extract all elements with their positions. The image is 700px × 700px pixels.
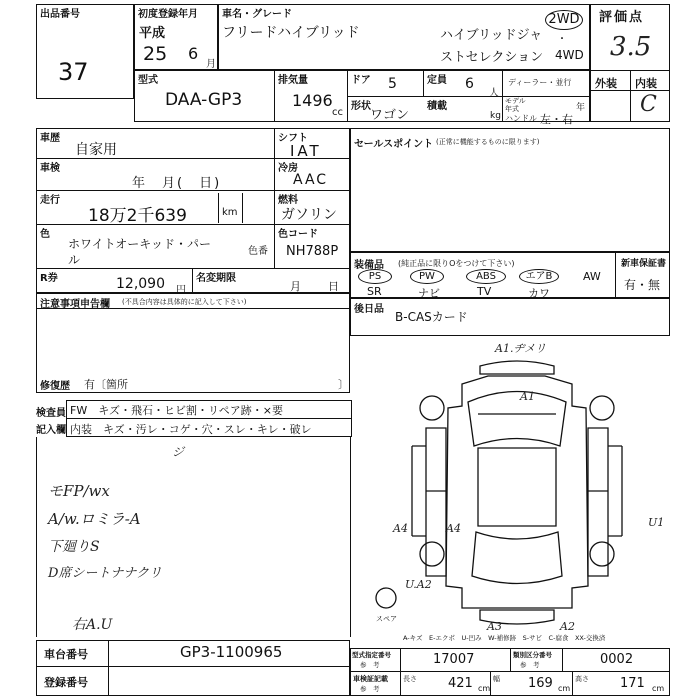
mileage-label: 走行 (40, 195, 60, 206)
repair-value: 有〔箇所 (84, 378, 128, 391)
drive-2wd: 2WD (545, 10, 583, 30)
equipment-ps: PS (358, 269, 392, 284)
recycle-label: R券 (40, 273, 58, 284)
type-no-sub: 参 考 (360, 661, 380, 669)
equipment-airbag: エアB (519, 269, 559, 284)
diagram-mark-rear-right: A2 (560, 620, 575, 633)
model-value: DAA-GP3 (165, 90, 243, 110)
type-no-value: 17007 (433, 652, 475, 667)
diagram-mark-right: U1 (648, 516, 665, 529)
class-no-label: 類別区分番号 (513, 651, 552, 659)
cert-label: 車検証記載 (353, 675, 388, 683)
type-no-label: 型式指定番号 (352, 651, 391, 659)
warranty-value: 有・無 (624, 278, 661, 292)
equipment-leather: カワ (528, 287, 550, 300)
handwritten-note-2: モFP/wx (48, 482, 110, 500)
spare-label: スペア (376, 615, 397, 623)
width-unit: cm (558, 684, 571, 693)
equipment-label: 装備品 (354, 260, 384, 271)
handwritten-note-5: D席シートナナクリ (48, 566, 162, 581)
capacity-value: 6 (465, 76, 474, 92)
sales-point-note: (正常に機能するものに限ります) (436, 138, 540, 146)
model-year-unit: 年 (576, 103, 586, 113)
color-value-line2: ル (68, 253, 81, 267)
handwritten-note-3: A/w.ロミラ-A (48, 510, 141, 528)
diagram-mark-left-rear: A4 (446, 522, 461, 535)
interior-label: 内装 (635, 77, 657, 90)
equipment-pw: PW (410, 269, 444, 284)
color-number-label: 色番 (248, 246, 268, 257)
damage-diagram (350, 336, 670, 636)
aftermarket-value: B-CASカード (395, 310, 468, 324)
shape-label: 形状 (351, 101, 371, 112)
registration-label: 登録番号 (44, 676, 88, 689)
history-value: 自家用 (75, 142, 117, 158)
height-value: 171 (620, 676, 645, 691)
width-value: 169 (528, 676, 553, 691)
first-registration-era: 平成 (139, 26, 166, 41)
model-year-label-top: モデル (505, 97, 526, 105)
recycle-value: 12,090 (116, 276, 165, 292)
equipment-note: (純正品に限りOをつけて下さい) (398, 259, 515, 268)
diagram-mark-left-quarter: U.A2 (405, 578, 432, 591)
diagram-mark-front: A1.ヂメリ (495, 342, 546, 355)
class-no-sub: 参 考 (520, 661, 540, 669)
diagram-legend: A-キズ E-エクボ U-凹み W-補修跡 S-サビ C-腐食 XX-交換済 (403, 634, 606, 642)
first-registration-month: 6 (188, 44, 199, 63)
car-name: フリードハイブリッド (222, 25, 360, 41)
lot-label: 出品番号 (40, 9, 80, 20)
width-label: 幅 (493, 675, 500, 683)
warranty-label: 新車保証書 (621, 259, 667, 269)
first-registration-year: 25 (143, 43, 168, 65)
length-unit: cm (478, 684, 491, 693)
grade-label: 評価点 (599, 10, 645, 25)
length-value: 421 (448, 676, 473, 691)
cert-sub: 参 考 (360, 685, 380, 693)
sales-point-label: セールスポイント (354, 139, 434, 150)
equipment-navi: ナビ (418, 287, 440, 300)
model-label: 型式 (138, 75, 158, 86)
capacity-unit: 人 (489, 88, 499, 99)
handwritten-note-6: 右A.U (72, 617, 113, 633)
handwritten-note-4: 下廻りS (48, 539, 100, 555)
interior-grade: C (640, 92, 657, 117)
doors-value: 5 (388, 76, 397, 92)
handwritten-note-1: ジ (172, 445, 185, 459)
class-no-value: 0002 (600, 652, 634, 667)
inspection-label: 車検 (40, 163, 60, 174)
notes-label: 注意事項申告欄 (40, 299, 110, 310)
mileage-value: 18万2千639 (88, 206, 187, 226)
drive-4wd: 4WD (555, 48, 584, 62)
shape-value: ワゴン (370, 108, 410, 123)
first-registration-label: 初度登録年月 (138, 9, 198, 20)
fuel-value: ガソリン (281, 207, 337, 223)
length-label: 長さ (403, 675, 417, 683)
equipment-abs: ABS (466, 269, 506, 284)
recycle-unit: 円 (176, 285, 186, 296)
notes-instruction: (不具合内容は具体的に記入して下さい) (122, 298, 247, 306)
color-value-line1: ホワイトオーキッド・パー (68, 237, 212, 251)
inspector-label: 検査員 (36, 408, 66, 419)
mileage-unit: km (222, 207, 238, 218)
drive-dot: ・ (557, 34, 567, 45)
grade-line2: ストセレクション (440, 50, 544, 65)
color-label: 色 (40, 229, 50, 240)
model-year-label-bottom: 年式 (505, 105, 519, 113)
equipment-aw: AW (583, 270, 601, 283)
history-label: 車歴 (40, 133, 60, 144)
load-label: 積載 (427, 101, 447, 112)
name-change-label: 名変期限 (196, 273, 236, 284)
fuel-label: 燃料 (278, 195, 298, 206)
lot-number: 37 (58, 58, 89, 86)
handle-label: ハンドル (505, 114, 537, 123)
equipment-tv: TV (477, 285, 492, 298)
shift-label: シフト (278, 133, 308, 144)
diagram-mark-hood: A1 (520, 390, 535, 403)
load-unit: kg (490, 111, 501, 121)
equipment-sr: SR (367, 285, 382, 298)
grade-score: 3.5 (610, 32, 652, 62)
writer-checklist: 内装 キズ・汚レ・コゲ・穴・スレ・キレ・破レ (70, 423, 312, 436)
shift-value: IAT (290, 142, 322, 160)
repair-label: 修復歴 (40, 381, 70, 392)
color-code-label: 色コード (278, 229, 318, 240)
chassis-value: GP3-1100965 (180, 643, 283, 661)
writer-label: 記入欄 (36, 425, 66, 436)
inspection-value: 年 月( 日) (132, 176, 222, 191)
displacement-value: 1496 (292, 91, 333, 110)
displacement-label: 排気量 (278, 75, 308, 86)
height-label: 高さ (575, 675, 589, 683)
dealer-label: ディーラー・並行 (508, 78, 572, 87)
inspector-checklist: FW キズ・飛石・ヒビ割・リペア跡・×要 (70, 404, 283, 417)
displacement-unit: cc (332, 107, 343, 118)
diagram-mark-left-door: A4 (393, 522, 408, 535)
diagram-mark-rear-left: A3 (487, 620, 502, 633)
ac-value: AAC (293, 172, 329, 188)
ac-label: 冷房 (278, 163, 298, 174)
aftermarket-label: 後日品 (354, 304, 384, 315)
doors-label: ドア (351, 75, 371, 86)
exterior-label: 外装 (595, 77, 617, 90)
handle-value: 左・右 (540, 113, 573, 126)
chassis-label: 車台番号 (44, 648, 88, 661)
color-code-value: NH788P (286, 244, 339, 259)
first-registration-month-unit: 月 (206, 59, 216, 70)
height-unit: cm (652, 684, 665, 693)
name-change-value: 月 日 (290, 280, 347, 293)
capacity-label: 定員 (427, 75, 447, 86)
car-name-label: 車名・グレード (222, 9, 292, 20)
repair-bracket-close: 〕 (338, 378, 349, 391)
grade-line1: ハイブリッドジャ (440, 28, 543, 43)
